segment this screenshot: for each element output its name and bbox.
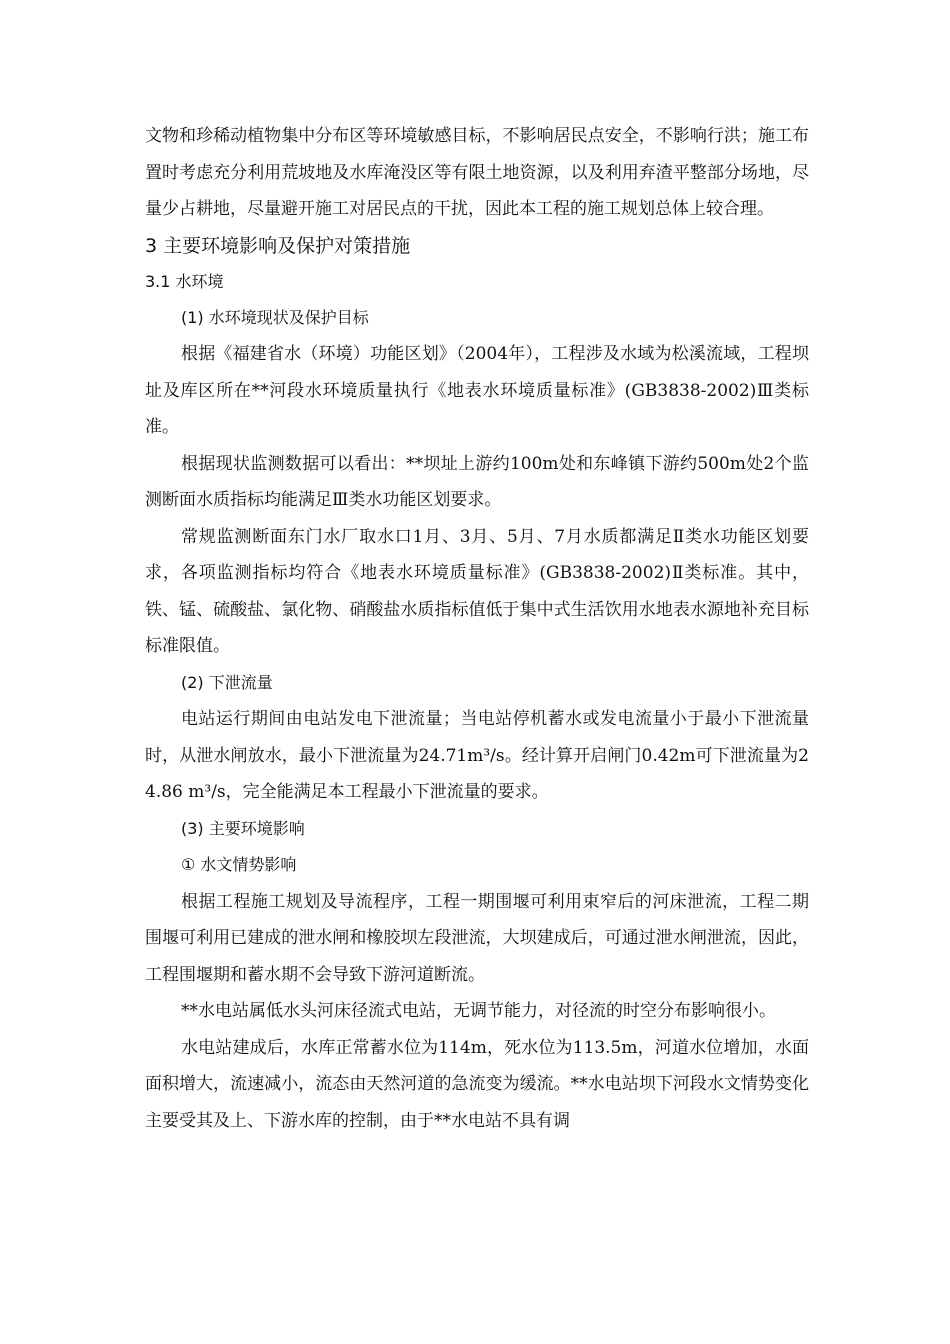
section-heading-3: 3 主要环境影响及保护对策措施 (145, 234, 411, 257)
paragraph-6: **水电站属低水头河床径流式电站，无调节能力，对径流的时空分布影响很小。 (181, 1001, 776, 1021)
paragraph-intro: 文物和珍稀动植物集中分布区等环境敏感目标，不影响居民点安全，不影响行洪；施工布置时考虑充分利用荒坡地及水库淹没区等有限土地资源，以及利用弃渣平整部分场地，尽量少占耕地，尽量避开施工对居民点的干扰，因此本工程的施工规划总体上较合理。 (145, 126, 809, 219)
paragraph-2: 根据现状监测数据可以看出：**坝址上游约100m处和东峰镇下游约500m处2个监测断面水质指标均能满足Ⅲ类水功能区划要求。 (145, 453, 809, 510)
paragraph-1: 根据《福建省水（环境）功能区划》（2004年），工程涉及水域为松溪流域，工程坝址及库区所在**河段水环境质量执行《地表水环境质量标准》(GB3838-2002)Ⅲ类标准。 (145, 344, 809, 437)
subheading-2: (2) 下泄流量 (181, 672, 273, 692)
paragraph-7: 水电站建成后，水库正常蓄水位为114m，死水位为113.5m，河道水位增加，水面面积增大，流速减小，流态由天然河道的急流变为缓流。**水电站坝下河段水文情势变化主要受其及上、下游水库的控制，由于**水电站不具有调 (145, 1037, 809, 1131)
subheading-1: (1) 水环境现状及保护目标 (181, 307, 369, 327)
document-page (145, 118, 809, 1139)
paragraph-3: 常规监测断面东门水厂取水口1月、3月、5月、7月水质都满足Ⅱ类水功能区划要求，各项监测指标均符合《地表水环境质量标准》(GB3838-2002)Ⅱ类标准。其中，铁、锰、硫酸盐、氯化物、硝酸盐水质指标值低于集中式生活饮用水地表水源地补充目标标准限值。 (145, 526, 809, 656)
subheading-3: (3) 主要环境影响 (181, 818, 305, 838)
subheading-3a: ① 水文情势影响 (181, 855, 297, 874)
paragraph-5: 根据工程施工规划及导流程序，工程一期围堰可利用束窄后的河床泄流，工程二期围堰可利用已建成的泄水闸和橡胶坝左段泄流，大坝建成后，可通过泄水闸泄流，因此，工程围堰期和蓄水期不会导致下游河道断流。 (145, 891, 809, 985)
paragraph-4: 电站运行期间由电站发电下泄流量；当电站停机蓄水或发电流量小于最小下泄流量时，从泄水闸放水，最小下泄流量为24.71m³/s。经计算开启闸门0.42m可下泄流量为24.86 m³/s，完全能满足本工程最小下泄流量的要求。 (145, 709, 809, 802)
section-heading-3-1: 3.1 水环境 (145, 271, 224, 291)
